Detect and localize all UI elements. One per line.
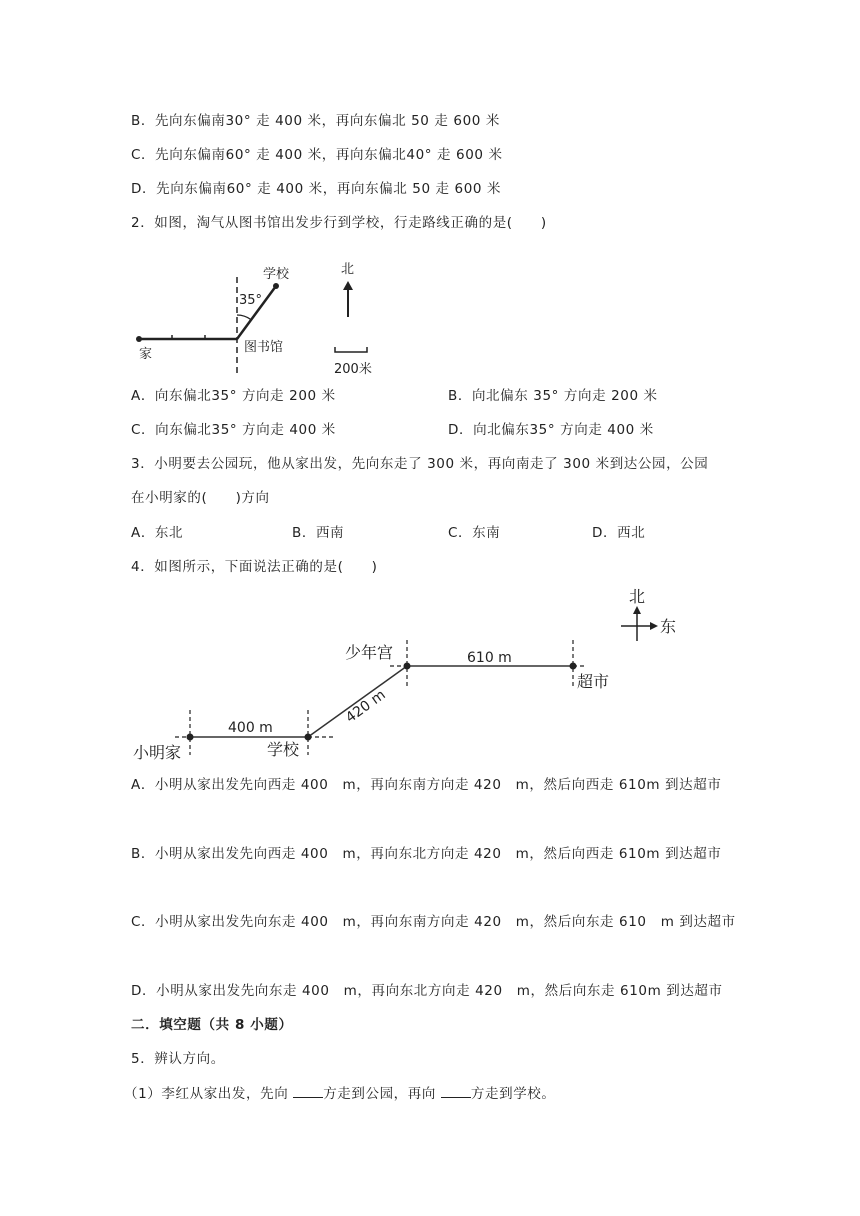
q1-option-d: D．先向东偏南60° 走 400 米，再向东偏北 50 走 600 米 — [131, 181, 502, 197]
q3-option-a: A．东北 — [131, 525, 184, 541]
q1-option-c: C．先向东偏南60° 走 400 米，再向东偏北40° 走 600 米 — [131, 147, 503, 163]
q3-option-b: B．西南 — [292, 525, 345, 541]
q3-option-c: C．东南 — [448, 525, 501, 541]
q4-option-b: B．小明从家出发先向西走 400 m，再向东北方向走 420 m，然后向西走 610m 到达超市 — [131, 846, 722, 862]
compass-east-arrowhead-icon — [650, 622, 658, 630]
q2-stem: 2．如图，淘气从图书馆出发步行到学校，行走路线正确的是( ) — [131, 215, 547, 231]
scale-bar — [335, 347, 367, 352]
angle-label: 35° — [239, 293, 263, 308]
compass-north-label: 北 — [629, 587, 646, 606]
q3-stem-line2: 在小明家的( )方向 — [131, 490, 270, 506]
compass-north-arrowhead-icon — [633, 606, 641, 614]
q3-option-d: D．西北 — [592, 525, 646, 541]
q4-figure — [125, 585, 725, 770]
q1-option-b: B．先向东偏南30° 走 400 米，再向东偏北 50 走 600 米 — [131, 113, 500, 129]
market-label: 超市 — [577, 672, 610, 691]
palace-point — [404, 663, 411, 670]
q2-option-c: C．向东偏北35° 方向走 400 米 — [131, 422, 336, 438]
home-label: 小明家 — [133, 743, 182, 762]
market-point — [570, 663, 577, 670]
compass-east-label: 东 — [660, 617, 677, 636]
answer-blank-1[interactable] — [293, 1083, 323, 1098]
school-point — [305, 734, 312, 741]
q2-option-a: A．向东偏北35° 方向走 200 米 — [131, 388, 336, 404]
home-label: 家 — [139, 347, 153, 362]
q5-stem: 5．辨认方向。 — [131, 1051, 225, 1067]
q3-stem-line1: 3．小明要去公园玩，他从家出发，先向东走了 300 米，再向南走了 300 米到达公园，公园 — [131, 456, 709, 472]
answer-blank-2[interactable] — [441, 1083, 471, 1098]
home-point — [187, 734, 194, 741]
q2-figure — [125, 255, 425, 385]
q4-stem: 4．如图所示，下面说法正确的是( ) — [131, 559, 378, 575]
angle-arc — [237, 315, 251, 320]
distance-400-label: 400 m — [228, 720, 273, 736]
scale-label: 200米 — [334, 362, 372, 377]
school-to-palace-route — [308, 666, 407, 737]
q4-option-c: C．小明从家出发先向东走 400 m，再向东南方向走 420 m，然后向东走 610 m 到达超市 — [131, 914, 736, 930]
q2-option-d: D．向北偏东35° 方向走 400 米 — [448, 422, 654, 438]
school-label: 学校 — [263, 267, 290, 282]
section-2-title: 二．填空题（共 8 小题） — [131, 1017, 293, 1033]
school-label: 学校 — [267, 740, 300, 759]
q5-part1-text-b: 方走到公园，再向 — [323, 1086, 441, 1102]
q5-part1-text-a: （1）李红从家出发，先向 — [124, 1086, 294, 1102]
library-label: 图书馆 — [244, 340, 284, 355]
north-label: 北 — [341, 262, 355, 277]
north-arrowhead-icon — [343, 281, 353, 290]
home-point — [136, 336, 142, 342]
q5-part1 — [124, 1083, 556, 1104]
q4-option-d: D．小明从家出发先向东走 400 m，再向东北方向走 420 m，然后向东走 610m 到达超市 — [131, 983, 723, 999]
q4-option-a: A．小明从家出发先向西走 400 m，再向东南方向走 420 m，然后向西走 610m 到达超市 — [131, 777, 722, 793]
q2-option-b: B．向北偏东 35° 方向走 200 米 — [448, 388, 658, 404]
q5-part1-text-c: 方走到学校。 — [470, 1086, 556, 1102]
distance-610-label: 610 m — [467, 650, 512, 666]
school-point — [273, 283, 279, 289]
distance-420-label: 420 m — [342, 686, 389, 727]
palace-label: 少年宫 — [345, 643, 394, 662]
